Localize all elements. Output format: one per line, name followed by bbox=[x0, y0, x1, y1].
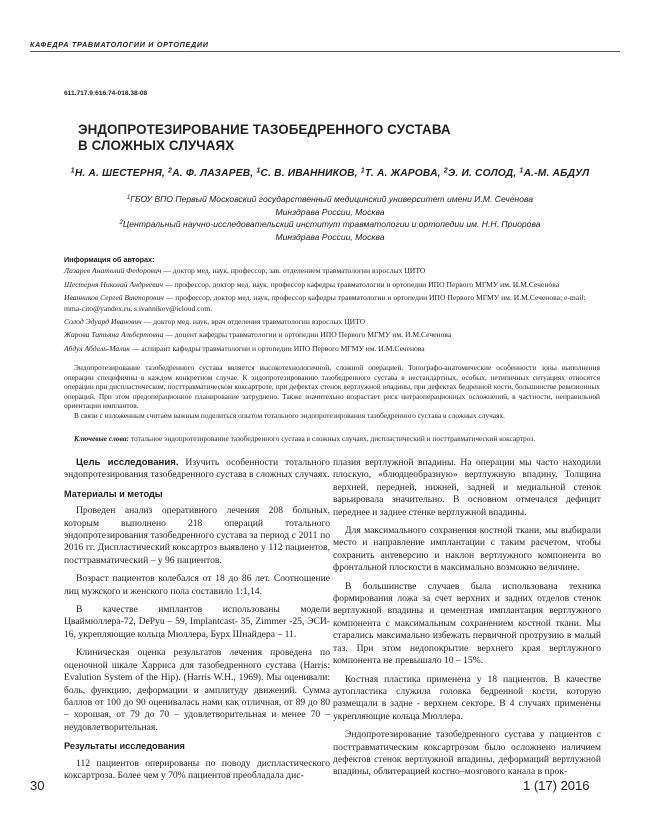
body-paragraph: В большинстве случаев была использована техника формирования ложа за счет верхних и задних отделов стенок вертлужной впадины и цементная имплантация вертлужного компонента с максимальным сохранением костной ткани. Мы старались максимально избежать первичной протрузию в малый таз. При этом недопокрытие верхнего края вертлужного компонента не превышало 10 – 15%. bbox=[333, 580, 601, 667]
keywords-text: тотальное эндопротезирование тазобедренного сустава в сложных случаях, диспластический и посттравматический коксартроз. bbox=[129, 434, 536, 443]
keywords-label: Ключевые слова: bbox=[74, 434, 129, 443]
body-paragraph: В качестве имплантов использованы модели Цваймюллера-72, DePyu – 59, Implantcast- 35, Zimmer -25, ЭСИ- 16, укрепляющие кольца Мюллера, Бурх Шнайдера – 11. bbox=[64, 604, 330, 640]
author-info-row: Жарова Татьяна Альбертовна — доцент кафедры травматологии и ортопедии ИПО Первого МГМУ им. И.М.Сеченова bbox=[64, 330, 452, 340]
body-paragraph: 112 пациентов оперированы по поводу диспластического коксартроза. Более чем у 70% пациентов преобладала дис- bbox=[64, 757, 330, 781]
body-column-left bbox=[64, 457, 330, 788]
author-info bbox=[64, 255, 600, 357]
body-paragraph: Клиническая оценка результатов лечения проведена по оценочной шкале Харриса для тазобедренного сустава (Harris: Evalution System of the Hip). (Harris W.H., 1969). Мы оценивали: боль, функцию, деформации и амплитуду движений. Сумма баллов от 100 до 90 оценивалась нами как отличная, от 89 до 80 – хорошая, от 79 до 70 – удовлетворительная и менее 70 – неудовлетворительная. bbox=[64, 647, 330, 733]
title-line-2: В СЛОЖНЫХ СЛУЧАЯХ bbox=[78, 138, 235, 153]
author: $^1$Т. А. ЖАРОВА, bbox=[360, 166, 444, 179]
author: $^1$Н. А. ШЕСТЕРНЯ, bbox=[70, 166, 169, 179]
udc-code: 611.717.9:616.74-018.38-08 bbox=[64, 90, 148, 97]
author-info-row: Иванников Сергей Викторович — профессор, доктор мед. наук, профессор кафедры травматологии и ортопедии ИПО Первого МГМУ им. И.М.Сеченова; e-mail: mma-cito@yandex.ru, s.ivannikov@icloud.com. bbox=[64, 293, 586, 313]
affiliation-2: $^2$Центральный научно-исследовательский институт травматологии и ортопедии им. Н.Н. Приорова Минздрава России, Москва bbox=[119, 219, 541, 242]
body-column-right bbox=[333, 457, 601, 785]
body-paragraph: Проведен анализ оперативного лечения 208 больных, которым выполнено 218 операций тотального эндопротезирования тазобедренного сустава за период с 2011 по 2016 гг. Диспластический коксартроз выявлено у 112 пациентов, посттравматический – у 96 пациентов. bbox=[64, 505, 330, 566]
author: $^2$А. Ф. ЛАЗАРЕВ, bbox=[168, 166, 257, 179]
body-paragraph: Эндопротезирование тазобедренного сустава у пациентов с посттравматическим коксартрозом было осложнено наличием дефектов стенок вертлужной впадины, деформаций вертлужной впадины, облитерацией костно–мозгового канала в прок- bbox=[333, 729, 601, 778]
author-info-heading: Информация об авторах: bbox=[64, 255, 155, 264]
abstract-paragraph: Эндопротезирование тазобедренного сустава является высокотехнологичной, сложной операцией. Топографо-анатомические особенности зоны выполнения операции специфичны в каждом конкретном случае. К эндопротезированию тазобедренного сустава в нестандартных, особых, нетипичных ситуациях относятся операции при диспластическом, посттравматическом коксартрозе, при дефектах стенок вертлужной впадины, при дефектах бедренной кости, большинстве ревизионных операций. При этом предоперационное планирование затруднено. Также значительно возрастает риск интраоперационных осложнений, в частности, неправильной ориентации имплантов. bbox=[64, 363, 600, 411]
author: $^2$Э. И. СОЛОД, bbox=[443, 166, 520, 179]
journal-section-header: КАФЕДРА ТРАВМАТОЛОГИИ И ОРТОПЕДИИ bbox=[30, 40, 620, 52]
page-number: 30 bbox=[30, 778, 45, 793]
affiliation-1: $^1$ГБОУ ВПО Первый Московский государственный медицинский университет имени И.М. Сеченова Минздрава России, Москва bbox=[126, 194, 534, 217]
author-info-row: Солод Эдуард Иванович — доктор мед. наук, врач отделения травматологии взрослых ЦИТО bbox=[64, 317, 366, 327]
section-heading-methods: Материалы и методы bbox=[64, 488, 163, 499]
article-title bbox=[78, 122, 578, 154]
abstract-paragraph: В связи с изложенным считаем важным поделиться опытом тотального эндопротезирования тазобедренного сустава в сложных случаях. bbox=[74, 410, 506, 420]
keywords bbox=[64, 434, 600, 444]
author-info-row: Абдул Абдель-Малик — аспирант кафедры травматологии и ортопедии ИПО Первого МГМУ им. И.М.Сеченова bbox=[64, 343, 425, 353]
issue-number: 1 (17) 2016 bbox=[523, 778, 590, 793]
title-line-1: ЭНДОПРОТЕЗИРОВАНИЕ ТАЗОБЕДРЕННОГО СУСТАВА bbox=[78, 122, 451, 137]
author-list bbox=[60, 168, 600, 179]
section-heading-results: Результаты исследования bbox=[64, 741, 185, 752]
author: $^1$С. В. ИВАННИКОВ, bbox=[256, 166, 361, 179]
body-paragraph: Костная пластика применена у 18 пациентов. В качестве аутопластика служила головка бедренной кости, которую размещали в задне - верхнем секторе. В 4 случаях применены укрепляющие кольца Мюллера. bbox=[333, 673, 601, 722]
body-paragraph: плазия вертлужной впадины. На операции мы часто находили плоскую, «блюдцеобразную» вертлужную впадину. Толщина верхней, передней, нижней, задней и медиальной стенок варьировала значительно. В основном отмечался дефицит переднее и заднее стенке вертлужной впадины. bbox=[333, 457, 601, 518]
author-info-row: Шестерня Николай Андреевич — профессор, доктор мед. наук, профессор кафедры травматологии и ортопедии ИПО Первого МГМУ им. И.М.Сеченова bbox=[64, 279, 560, 289]
body-paragraph: Для максимального сохранения костной ткани, мы выбирали место и направление имплантации с таким расчетом, чтобы сохранить антеверсию и наклон вертлужного компонента во фронтальной плоскости в максимально возможно величине. bbox=[333, 525, 601, 574]
body-paragraph: Возраст пациентов колебался от 18 до 86 лет. Соотношение лиц мужского и женского пола составило 1:1,14. bbox=[64, 573, 330, 597]
study-goal: Цель исследования. Изучить особенности тотального эндопротезирования тазобедренного сустава в сложных случаях. bbox=[64, 457, 330, 481]
abstract bbox=[64, 363, 600, 421]
author: $^1$А.-М. АБДУЛ bbox=[519, 166, 590, 179]
author-info-row: Лазарев Анатолий Федорович — доктор мед. наук, профессор, зав. отделением травматологии взрослых ЦИТО bbox=[64, 266, 426, 276]
